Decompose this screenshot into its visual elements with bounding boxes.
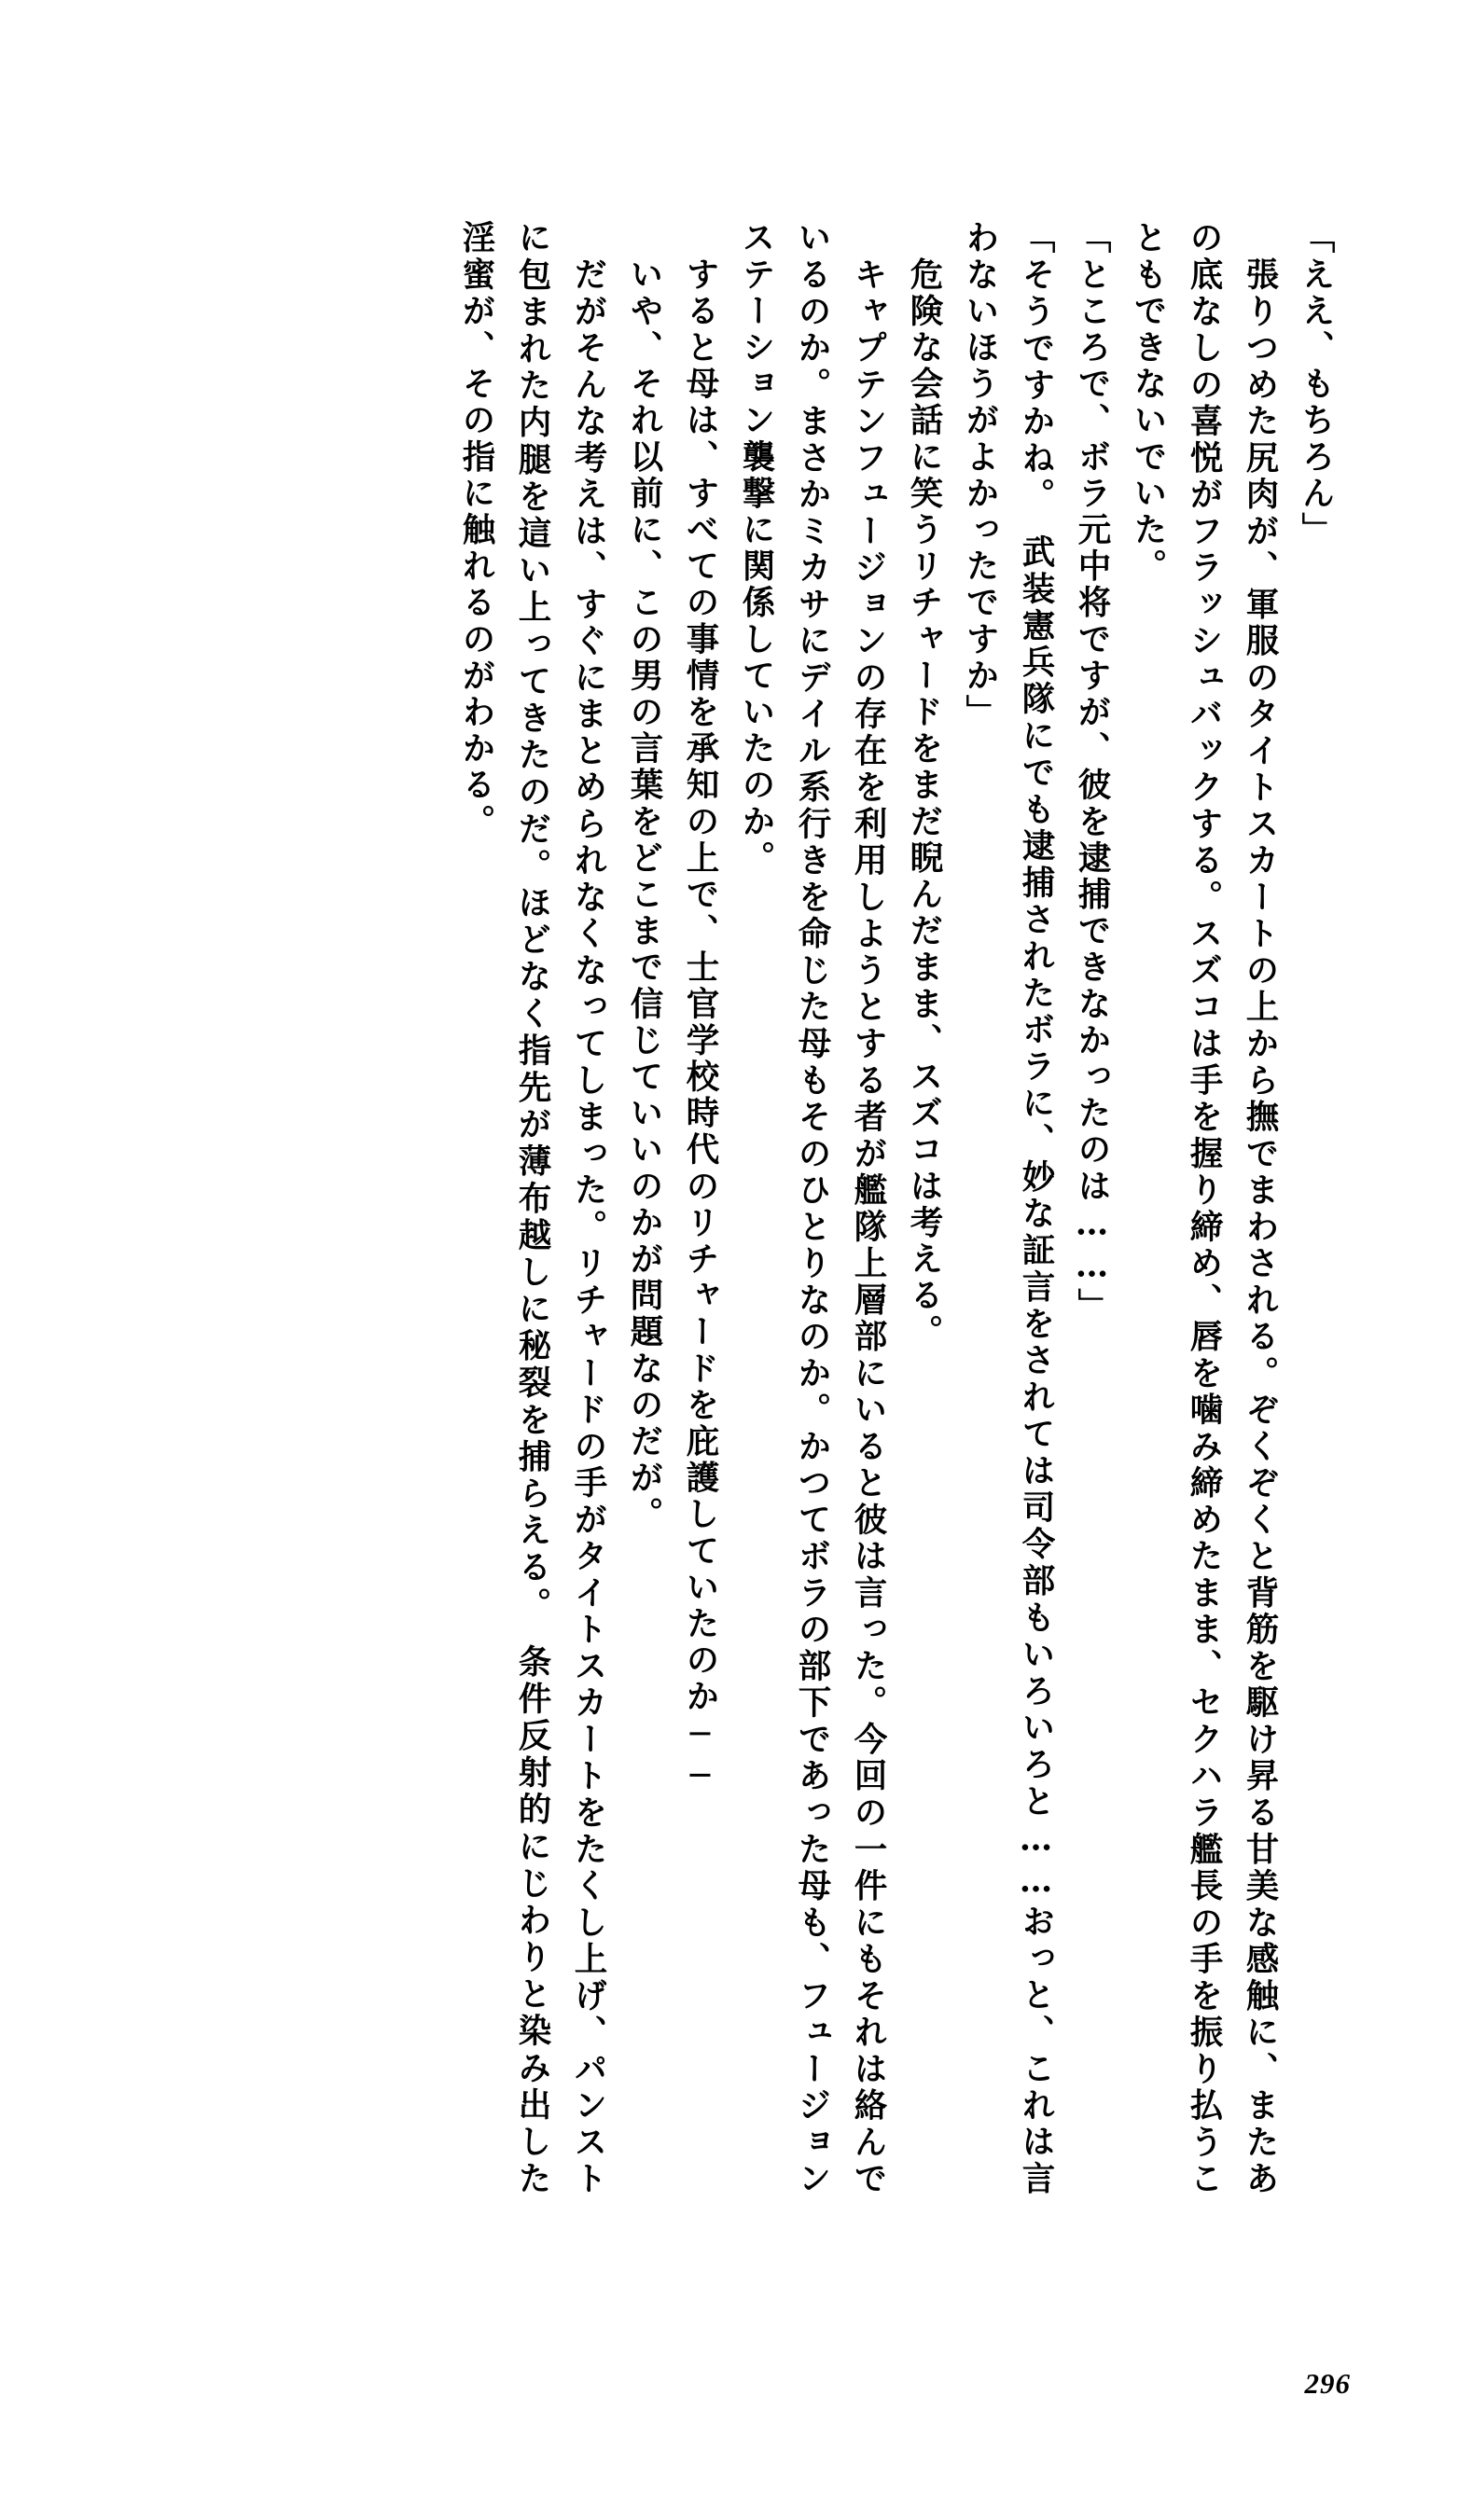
page-number: 296 <box>1304 2367 1351 2400</box>
paragraph: 「ところで、ボラ元中将ですが、彼を逮捕できなかったのは……」 <box>1073 220 1111 1324</box>
paragraph: 「ええ、もちろん」 <box>1297 220 1335 548</box>
body-text-vertical <box>140 220 1343 2197</box>
paragraph: だがそんな考えは、すぐにまとめられなくなってしまった。リチャードの手がタイトスカートをたくし上げ、パンストに包まれた内腿を這い上ってきたのだ。ほどなく指先が薄布越しに秘裂を捕らえる。 条件反射的にじわりと染み出した淫蜜が、その指に触れるのがわかる。 <box>457 220 607 2197</box>
paragraph: 張りつめた尻肉が、軍服のタイトスカートの上から撫でまわされる。ぞくぞくと背筋を駆け昇る甘美な感触に、またあの底なしの喜悦がフラッシュバックする。スズコは手を握り締め、唇を噛み締めたまま、セクハラ艦長の手を振り払うこともできないでいた。 <box>1129 220 1279 2197</box>
paragraph: すると母は、すべての事情を承知の上で、士官学校時代のリチャードを庇護していたのか── <box>681 220 719 1799</box>
paragraph: 危険な会話に笑うリチャードをまだ睨んだまま、スズコは考える。 <box>905 220 943 1351</box>
paragraph: いや、それ以前に、この男の言葉をどこまで信じていいのかが問題なのだが。 <box>625 220 663 1533</box>
paragraph: 「そうですかね。 武装憲兵隊にでも逮捕されたボラに、妙な証言をされては司令部もいろいろと……おっと、これは言わないほうがよかったですか」 <box>961 220 1055 2197</box>
paragraph: キャプテンフュージョンの存在を利用しようとする者が艦隊上層部にいると彼は言った。今回の一件にもそれは絡んでいるのか。まさかミカサにデイル系行きを命じた母もそのひとりなのか。かつてボラの部下であった母も、フュージョンステーション襲撃に関係していたのか。 <box>737 220 887 2197</box>
